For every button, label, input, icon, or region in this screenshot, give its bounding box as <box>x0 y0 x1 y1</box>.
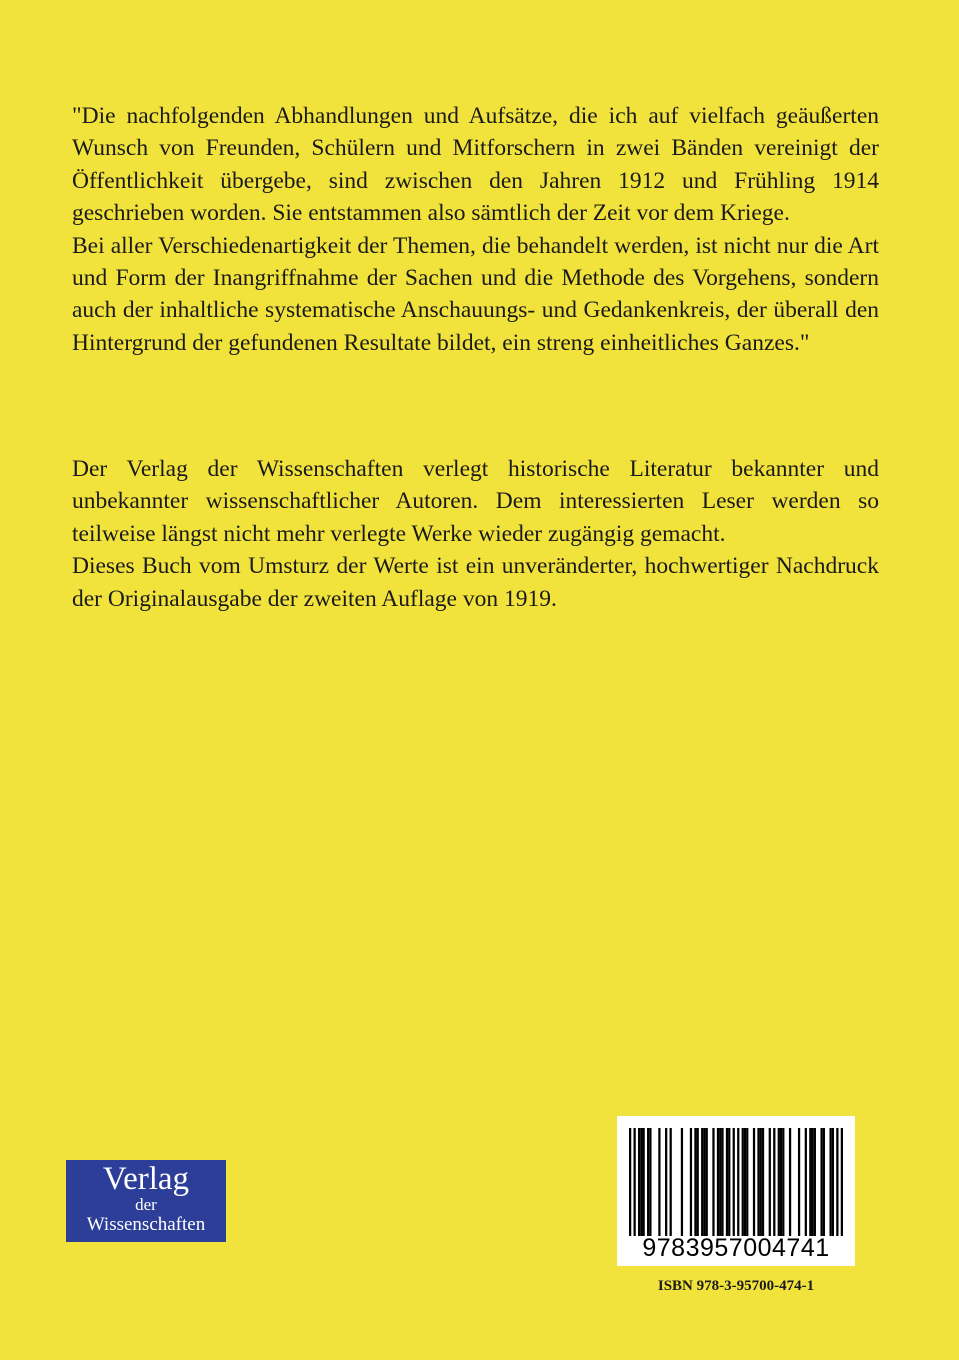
barcode-bar <box>690 1128 692 1236</box>
barcode-bar <box>649 1128 651 1236</box>
quote-paragraph-2: Bei aller Verschiedenartigkeit der Themen, die behandelt werden, ist nicht nur die Art und Form der Inangriffnahme der Sachen und die Methode des Vorgehens, sondern auch der inhaltliche systematische Anschauungs- und Gedankenkreis, der überall den Hintergrund der gefundenen Resultate bildet, ein streng einheitliches Ganzes." <box>72 232 879 356</box>
barcode-bar <box>811 1128 813 1236</box>
barcode-bar <box>809 1128 811 1236</box>
barcode-bar <box>697 1128 699 1236</box>
barcode-bar <box>829 1128 831 1236</box>
logo-line-wissenschaften: Wissenschaften <box>86 1214 206 1235</box>
barcode-bar <box>634 1128 636 1236</box>
barcode-bar <box>658 1128 660 1236</box>
barcode-bar <box>814 1128 816 1236</box>
barcode-bar <box>780 1128 782 1236</box>
publisher-logo <box>66 1160 226 1242</box>
barcode-bar <box>836 1128 838 1236</box>
barcode-bar <box>670 1128 672 1236</box>
barcode-bar <box>638 1128 640 1236</box>
barcode-bar <box>721 1128 723 1236</box>
barcode-bar <box>782 1128 784 1236</box>
barcode-bar <box>665 1128 667 1236</box>
barcode-bar <box>733 1128 735 1236</box>
barcode-bar <box>629 1128 631 1236</box>
barcode-bar <box>712 1128 714 1236</box>
barcode-bar <box>789 1128 791 1236</box>
quote-paragraph-1: "Die nachfolgenden Abhandlungen und Aufsätze, die ich auf vielfach geäußerten Wunsch von Freunden, Schülern und Mitforschern in zwei Bänden vereinigt der Öffentlichkeit übergebe, sind zwischen den Jahren 1912 und Frühling 1914 geschrieben worden. Sie entstammen also sämtlich der Zeit vor dem Kriege. <box>72 103 879 227</box>
logo-line-verlag: Verlag <box>102 1161 190 1197</box>
barcode-bar <box>773 1128 775 1236</box>
barcode-bar <box>823 1128 825 1236</box>
barcode-bar <box>640 1128 642 1236</box>
barcode-bar <box>742 1128 744 1236</box>
barcode-bar <box>746 1128 748 1236</box>
barcode-bar <box>737 1128 739 1236</box>
barcode-bar <box>728 1128 730 1236</box>
logo-line-der: der <box>135 1195 157 1214</box>
barcode-bar <box>647 1128 649 1236</box>
barcode-bar <box>769 1128 771 1236</box>
publisher-paragraph-1: Der Verlag der Wissenschaften verlegt historische Literatur bekannter und unbekannter wissenschaftlicher Autoren. Dem interessierten Leser werden so teilweise längst nicht mehr verlegte Werke wieder zugängig gemacht. <box>72 456 879 547</box>
barcode-bar <box>762 1128 764 1236</box>
barcode-bar <box>719 1128 721 1236</box>
quote-block <box>72 100 879 359</box>
publisher-note-block <box>72 453 879 615</box>
barcode-number: 9783957004741 <box>642 1234 830 1262</box>
barcode-bar <box>778 1128 780 1236</box>
barcode-bar <box>798 1128 800 1236</box>
barcode-bars-icon <box>629 1128 843 1236</box>
barcode-bar <box>832 1128 834 1236</box>
barcode-bar <box>681 1128 683 1236</box>
barcode-bar <box>717 1128 719 1236</box>
barcode-bar <box>744 1128 746 1236</box>
barcode-bar <box>706 1128 708 1236</box>
barcode <box>617 1116 855 1266</box>
barcode-bar <box>701 1128 703 1236</box>
barcode-bar <box>703 1128 705 1236</box>
barcode-bar <box>757 1128 759 1236</box>
barcode-bar <box>726 1128 728 1236</box>
barcode-bar <box>760 1128 762 1236</box>
barcode-bar <box>753 1128 755 1236</box>
barcode-bar <box>820 1128 822 1236</box>
isbn-label: ISBN 978-3-95700-474-1 <box>657 1278 815 1294</box>
barcode-bar <box>643 1128 645 1236</box>
barcode-bar <box>694 1128 696 1236</box>
barcode-bar <box>841 1128 843 1236</box>
publisher-paragraph-2: Dieses Buch vom Umsturz der Werte ist ein unveränderter, hochwertiger Nachdruck der Originalausgabe der zweiten Auflage von 1919. <box>72 553 879 612</box>
barcode-bar <box>805 1128 807 1236</box>
